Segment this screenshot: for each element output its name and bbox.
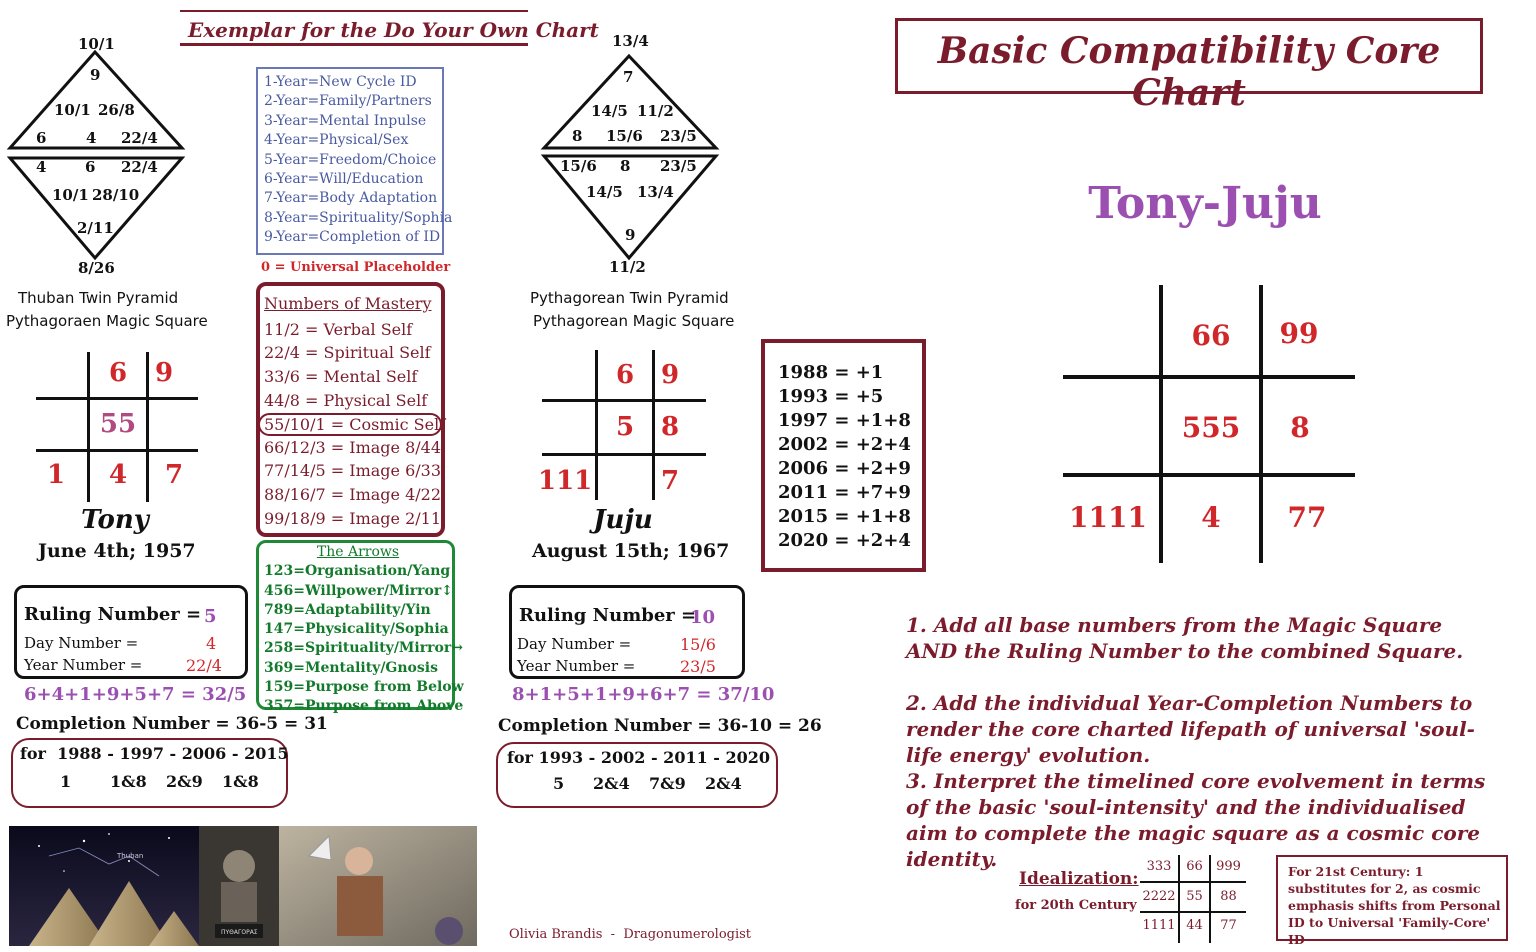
idealization-label: Idealization:: [1019, 869, 1139, 889]
mastery-item: 88/16/7 = Image 4/22: [264, 484, 442, 504]
right-pyr-apex: 7: [623, 68, 634, 86]
arrows-item: 789=Adaptability/Yin: [264, 601, 431, 618]
year-list-item: 2020 = +2+4: [778, 530, 911, 551]
idealization-cell: 55: [1186, 889, 1203, 904]
mastery-item: 33/6 = Mental Self: [264, 367, 418, 387]
idealization-cell: 77: [1220, 918, 1237, 933]
plaque-label: ΠΥΘΑΓΟΡΑΣ: [221, 929, 258, 936]
combined-grid-cell: 99: [1279, 317, 1319, 350]
juju-grid-cell: 6: [615, 360, 635, 390]
left-pyr-bottom: 8/26: [78, 259, 115, 277]
combined-grid-cell: 8: [1290, 411, 1310, 444]
left-pyr-r3b: 4: [86, 129, 97, 147]
tony-year-value-item: 1&8: [222, 772, 259, 791]
tony-year-value-item: 2&9: [166, 772, 203, 791]
idealization-sub: for 20th Century: [1015, 898, 1137, 913]
year-list-box: [761, 339, 926, 572]
left-pyr-r6: 2/11: [77, 219, 114, 237]
tony-grid-cell: 9: [154, 358, 174, 388]
arrows-item: 159=Purpose from Below: [264, 679, 464, 696]
juju-grid-cell: 111: [538, 466, 593, 496]
tony-grid-cell: 7: [164, 460, 184, 490]
tony-year-value-item: 1: [60, 772, 72, 791]
tony-sum: 6+4+1+9+5+7 = 32/5: [24, 684, 247, 705]
right-pyr-r3a: 8: [572, 127, 583, 145]
tony-magic-square: [36, 352, 198, 502]
idealization-cell: 2222: [1142, 889, 1176, 904]
tony-day-value: 4: [206, 634, 217, 653]
mastery-item: 99/18/9 = Image 2/11: [264, 508, 442, 528]
instruction-3: 3. Interpret the timelined core evolvement in terms of the basic 'soul-intensity' and the individualised aim to complete the magic square as a cosmic core identity.: [906, 769, 1486, 871]
idealization-cell: 66: [1186, 859, 1203, 874]
juju-grid-cell: 9: [660, 360, 680, 390]
year-list-item: 2006 = +2+9: [778, 458, 911, 479]
tony-day-label: Day Number =: [24, 634, 139, 652]
juju-sum: 8+1+5+1+9+6+7 = 37/10: [512, 684, 775, 705]
juju-grid-cell: 8: [660, 412, 680, 442]
year-list-item: 2002 = +2+4: [778, 434, 911, 455]
left-pyr-r3a: 6: [36, 129, 47, 147]
tony-grid-cell: 6: [108, 358, 128, 388]
tony-year-label: Year Number =: [24, 656, 143, 674]
juju-name: Juju: [593, 505, 653, 535]
year-cycle-item: 5-Year=Freedom/Choice: [264, 151, 437, 168]
arrows-box: [256, 540, 464, 715]
right-pyr-caption-2: Pythagorean Magic Square: [533, 312, 735, 330]
juju-grid-cell: 5: [615, 412, 635, 442]
year-list-item: 1993 = +5: [778, 386, 884, 407]
year-list-item: 2015 = +1+8: [778, 506, 911, 527]
left-pyr-r4b: 6: [85, 158, 96, 176]
instruction-1: 1. Add all base numbers from the Magic Square AND the Ruling Number to the combined Square.: [906, 613, 1464, 663]
mastery-item: 55/10/1 = Cosmic Self: [258, 413, 442, 436]
tony-ruling-label: Ruling Number =: [24, 604, 202, 625]
left-pyr-r2a: 10/1: [54, 101, 91, 119]
exemplar-title: Exemplar for the Do Your Own Chart: [188, 18, 599, 42]
idealization-cell: 88: [1220, 889, 1237, 904]
tony-grid-cell: 4: [108, 460, 128, 490]
main-title: Basic Compatibility Core Chart: [937, 30, 1441, 114]
year-cycle-item: 6-Year=Will/Education: [264, 171, 424, 188]
tony-completion: Completion Number = 36-5 = 31: [16, 714, 328, 734]
year-cycle-item: 8-Year=Spirituality/Sophia: [264, 209, 453, 226]
right-pyr-r6: 9: [625, 226, 636, 244]
arrows-item: 123=Organisation/Yang: [264, 563, 451, 580]
year-cycle-item: 7-Year=Body Adaptation: [264, 190, 438, 207]
combined-grid-cell: 555: [1181, 411, 1241, 444]
juju-year-value: 23/5: [680, 657, 716, 676]
combined-grid-cell: 66: [1191, 319, 1231, 352]
century-note: For 21st Century: 1 substitutes for 2, as cosmic emphasis shifts from Personal ID to Universal 'Family-Core' ID: [1288, 864, 1501, 947]
combined-grid-cell: 4: [1201, 501, 1221, 534]
right-pyr-r5b: 13/4: [637, 183, 674, 201]
year-cycle-item: 2-Year=Family/Partners: [264, 93, 432, 110]
thuban-label: Thuban: [117, 852, 144, 860]
left-pyr-caption-1: Thuban Twin Pyramid: [18, 289, 179, 307]
juju-year-label: Year Number =: [517, 657, 636, 675]
juju-date: August 15th; 1967: [532, 540, 730, 562]
left-pyr-r2b: 26/8: [98, 101, 135, 119]
combined-magic-square: [1063, 285, 1355, 563]
right-pyr-r2b: 11/2: [637, 102, 674, 120]
tony-ruling-value: 5: [204, 606, 217, 627]
year-cycles-box: [256, 67, 453, 255]
tony-year-value: 22/4: [186, 656, 222, 675]
mastery-item: 66/12/3 = Image 8/44: [264, 437, 442, 457]
exemplar-underline: [180, 43, 528, 46]
exemplar-underline-top: [180, 10, 528, 12]
juju-year-value-item: 2&4: [593, 774, 630, 793]
left-pyr-r5a: 10/1: [52, 186, 89, 204]
tony-grid-cell: 55: [99, 409, 137, 439]
arrows-item: 147=Physicality/Sophia: [264, 621, 449, 638]
left-pyr-apex: 9: [90, 66, 101, 84]
juju-ruling-value: 10: [690, 607, 716, 628]
mastery-item: 22/4 = Spiritual Self: [264, 343, 431, 363]
right-pyr-r3c: 23/5: [660, 127, 697, 145]
century-note-box: [1276, 855, 1508, 947]
arrows-item: 258=Spirituality/Mirror↔: [264, 640, 463, 657]
arrows-item: 456=Willpower/Mirror↕: [264, 582, 453, 599]
idealization-grid: [1140, 855, 1246, 943]
couple-title: Tony-Juju: [1088, 178, 1322, 229]
mastery-title: Numbers of Mastery: [264, 294, 432, 313]
year-cycle-item: 9-Year=Completion of ID: [264, 229, 441, 246]
instruction-2: 2. Add the individual Year-Completion Numbers to render the core charted lifepath of universal 'soul-life energy' evolution.: [906, 691, 1475, 767]
juju-ruling-label: Ruling Number =: [519, 605, 697, 626]
right-pyr-top: 13/4: [612, 32, 649, 50]
left-pyr-r5b: 28/10: [92, 186, 140, 204]
placeholder-note: 0 = Universal Placeholder: [261, 260, 451, 275]
year-list-item: 1997 = +1+8: [778, 410, 911, 431]
right-pyr-r3b: 15/6: [606, 127, 643, 145]
mastery-item: 77/14/5 = Image 6/33: [264, 461, 442, 481]
year-list-item: 2011 = +7+9: [778, 482, 911, 503]
arrows-item: 369=Mentality/Gnosis: [264, 659, 438, 676]
tony-grid-cell: 1: [46, 460, 66, 490]
pyramids-illustration: [9, 826, 477, 946]
juju-day-label: Day Number =: [517, 635, 632, 653]
year-cycle-item: 4-Year=Physical/Sex: [264, 132, 409, 149]
arrows-item: 357=Purpose from Above: [264, 698, 464, 715]
juju-year-value-item: 5: [553, 774, 565, 793]
credit: Olivia Brandis - Dragonumerologist: [509, 927, 752, 942]
left-pyr-r3c: 22/4: [121, 129, 158, 147]
combined-grid-cell: 1111: [1069, 501, 1147, 534]
idealization-cell: 333: [1146, 859, 1172, 874]
idealization-cell: 999: [1216, 859, 1241, 874]
right-pyr-r2a: 14/5: [591, 102, 628, 120]
mastery-item: 11/2 = Verbal Self: [264, 319, 413, 339]
juju-day-value: 15/6: [680, 635, 716, 654]
year-cycle-item: 3-Year=Mental Inpulse: [264, 112, 427, 129]
combined-grid-cell: 77: [1287, 501, 1327, 534]
right-pyr-r5a: 14/5: [586, 183, 623, 201]
left-pyr-r4a: 4: [36, 158, 47, 176]
tony-years: for 1988 - 1997 - 2006 - 2015: [20, 744, 289, 763]
idealization-cell: 1111: [1142, 918, 1176, 933]
juju-year-value-item: 2&4: [705, 774, 742, 793]
juju-completion: Completion Number = 36-10 = 26: [498, 716, 822, 736]
arrows-title: The Arrows: [316, 544, 400, 560]
idealization-cell: 44: [1186, 918, 1203, 933]
mastery-box: [256, 282, 445, 537]
juju-years: for 1993 - 2002 - 2011 - 2020: [507, 748, 771, 767]
tony-name: Tony: [81, 505, 149, 535]
right-pyr-bottom: 11/2: [609, 258, 646, 276]
year-cycle-item: 1-Year=New Cycle ID: [264, 74, 417, 90]
right-pyr-caption-1: Pythagorean Twin Pyramid: [530, 289, 729, 307]
mastery-item: 44/8 = Physical Self: [264, 390, 428, 410]
juju-magic-square: [538, 350, 706, 500]
tony-year-value-item: 1&8: [110, 772, 147, 791]
left-pyr-caption-2: Pythagoraen Magic Square: [6, 312, 208, 330]
year-list-item: 1988 = +1: [778, 362, 884, 383]
right-pyr-r4b: 8: [620, 157, 631, 175]
right-pyr-r4c: 23/5: [660, 157, 697, 175]
left-pyr-r4c: 22/4: [121, 158, 158, 176]
left-pyr-top: 10/1: [78, 35, 115, 53]
juju-year-value-item: 7&9: [649, 774, 686, 793]
right-pyr-r4a: 15/6: [560, 157, 597, 175]
tony-date: June 4th; 1957: [38, 540, 196, 562]
juju-grid-cell: 7: [660, 466, 680, 496]
